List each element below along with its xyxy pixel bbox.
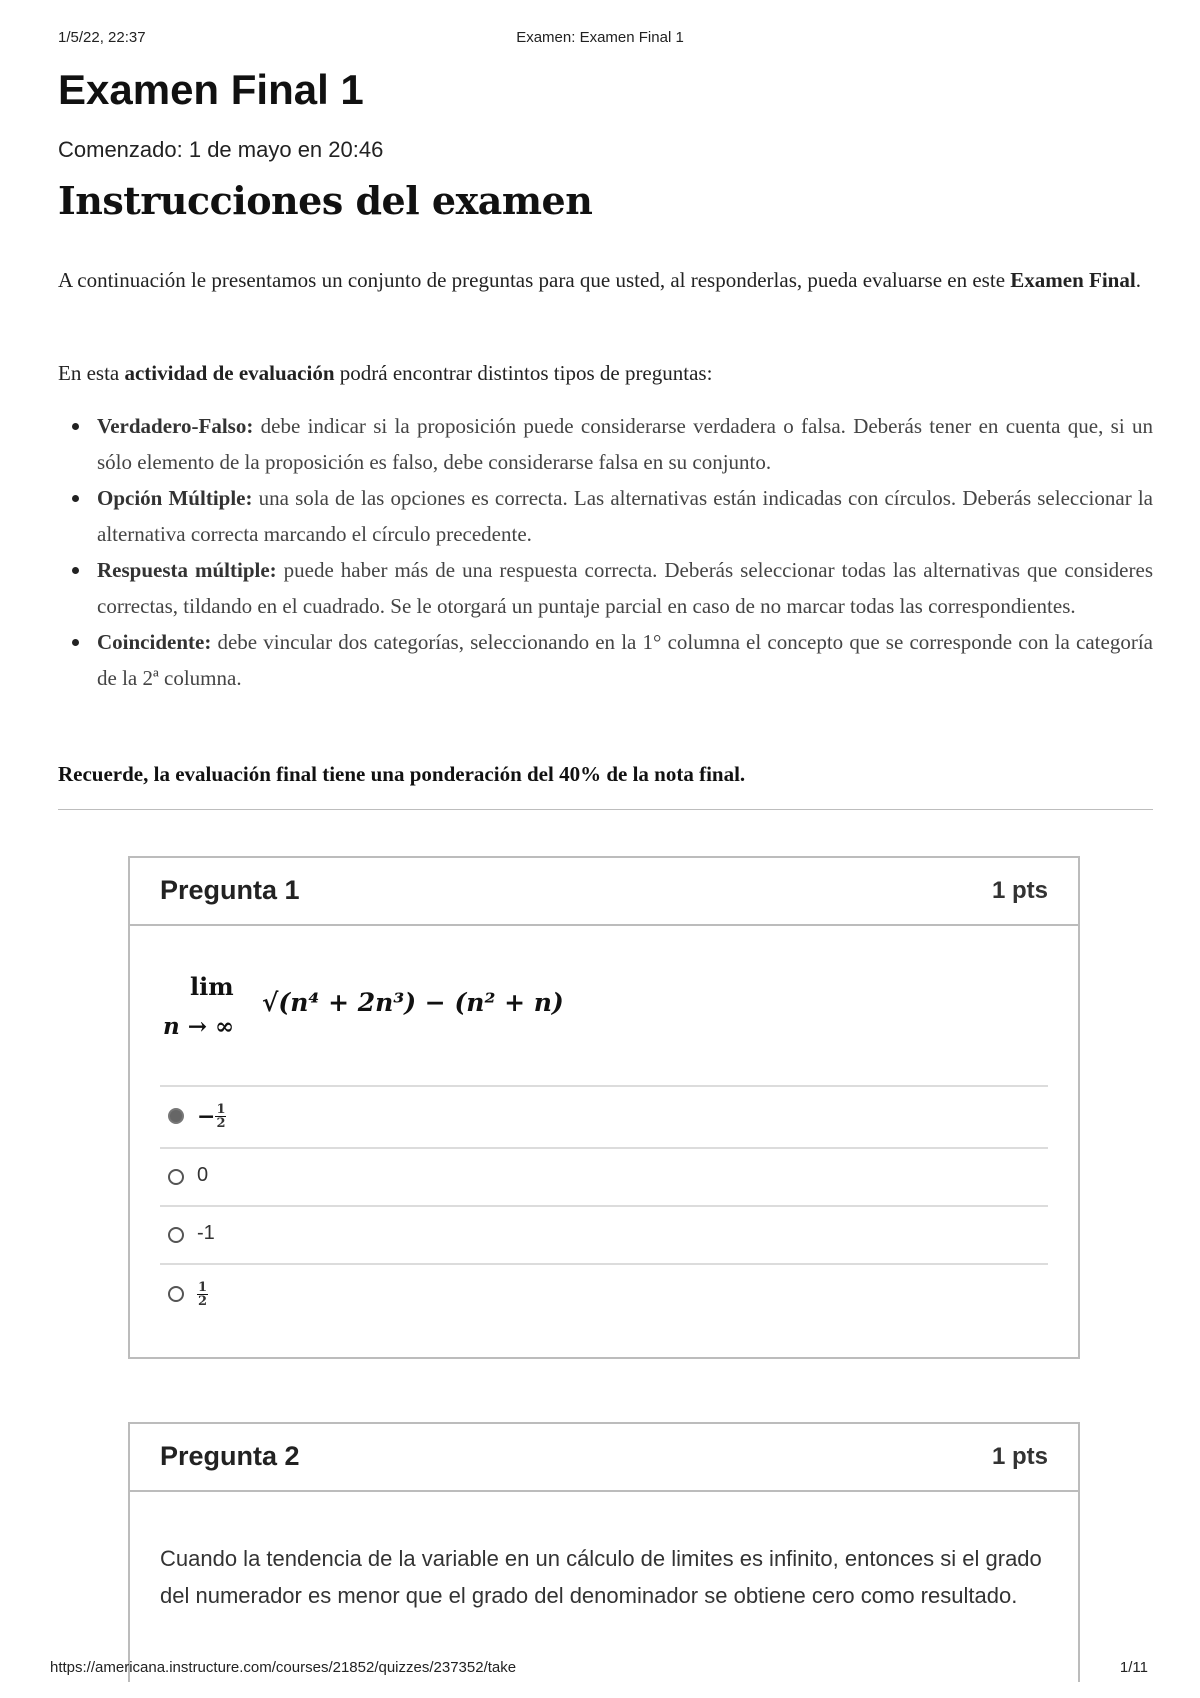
- print-datetime: 1/5/22, 22:37: [58, 29, 146, 46]
- math-lim: lim: [190, 972, 234, 1001]
- question-title: Pregunta 2: [160, 1441, 300, 1471]
- question-card-1: [128, 856, 1080, 1359]
- instructions-intro: A continuación le presentamos un conjunto de preguntas para que usted, al responderlas, pueda evaluarse en este Examen Final.: [58, 268, 1141, 292]
- instructions-heading: Instrucciones del examen: [58, 178, 593, 223]
- answer-label: [197, 1281, 208, 1308]
- print-title: Examen: Examen Final 1: [516, 29, 684, 46]
- question-header: [130, 858, 1078, 926]
- fraction: $\frac{1}{2}$: [198, 1280, 208, 1309]
- answer-option[interactable]: [160, 1085, 1048, 1147]
- answer-option[interactable]: [160, 1147, 1048, 1205]
- started-timestamp: Comenzado: 1 de mayo en 20:46: [58, 137, 384, 162]
- answer-option[interactable]: [160, 1263, 1048, 1325]
- reminder-text: Recuerde, la evaluación final tiene una ponderación del 40% de la nota final.: [58, 762, 746, 786]
- radio-button[interactable]: [168, 1286, 184, 1302]
- answer-label: -1: [197, 1222, 215, 1244]
- question-title: Pregunta 1: [160, 875, 300, 905]
- list-item: Coincidente: debe vincular dos categorías, seleccionando en la 1° columna el concepto que se corresponde con la categoría de la 2ª columna.: [58, 624, 1153, 696]
- page-title: Examen Final 1: [58, 66, 364, 113]
- question-types-list: [58, 408, 1153, 696]
- question-points: 1 pts: [991, 1443, 1048, 1470]
- radio-button[interactable]: [168, 1169, 184, 1185]
- list-item: Verdadero-Falso: debe indicar si la proposición puede considerarse verdadera o falsa. Deberás tener en cuenta que, si un sólo elemento de la proposición es falso, debe considerarse falsa en su conjunto.: [58, 408, 1153, 480]
- question-header: [130, 1424, 1078, 1492]
- answer-option[interactable]: [160, 1205, 1048, 1263]
- divider: [58, 809, 1153, 810]
- math-limit-subscript: n → ∞: [163, 1013, 235, 1040]
- math-expression: √(n⁴ + 2n³) − (n² + n): [262, 988, 564, 1017]
- footer-url: https://americana.instructure.com/courses/21852/quizzes/237352/take: [50, 1659, 517, 1676]
- fraction: $\frac{1}{2}$: [216, 1102, 226, 1131]
- answer-label: 0: [197, 1164, 209, 1186]
- list-item: Opción Múltiple: una sola de las opciones es correcta. Las alternativas están indicadas con círculos. Deberás seleccionar la alternativa correcta marcando el círculo precedente.: [58, 480, 1153, 552]
- instructions-types-intro: En esta actividad de evaluación podrá encontrar distintos tipos de preguntas:: [58, 361, 713, 385]
- radio-selected[interactable]: [168, 1108, 184, 1124]
- radio-button[interactable]: [168, 1227, 184, 1243]
- question-points: 1 pts: [991, 877, 1048, 904]
- answer-label: − $\frac{1}{2}$: [197, 1102, 226, 1131]
- footer-page-number: 1/11: [1119, 1659, 1148, 1676]
- question-text: Cuando la tendencia de la variable en un cálculo de limites es infinito, entonces si el grado del numerador es menor que el grado del denominador se obtiene cero como resultado.: [160, 1546, 1042, 1608]
- list-item: Respuesta múltiple: puede haber más de una respuesta correcta. Deberás seleccionar todas las alternativas que consideres correctas, tildando en el cuadrado. Se le otorgará un puntaje parcial en caso de no marcar todas las correspondientes.: [58, 552, 1153, 624]
